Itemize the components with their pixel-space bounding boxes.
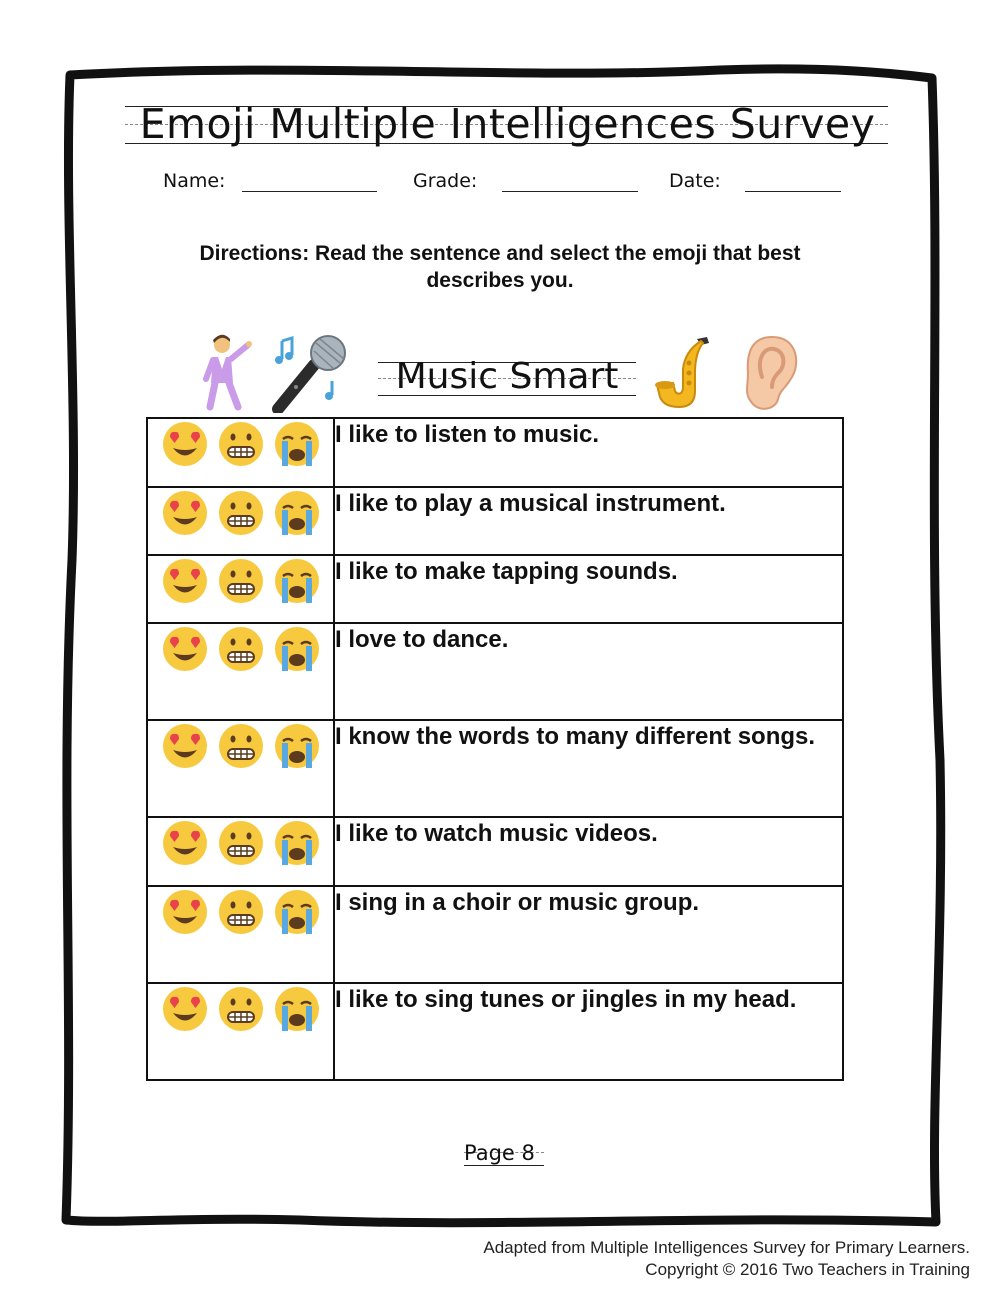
emoji-choices bbox=[147, 623, 334, 720]
heart-eyes-emoji[interactable] bbox=[160, 818, 210, 868]
crying-emoji[interactable] bbox=[272, 556, 322, 606]
grimacing-emoji[interactable] bbox=[216, 984, 266, 1034]
statement-text: I know the words to many different songs. bbox=[334, 720, 843, 817]
table-row bbox=[147, 487, 843, 555]
statement-text: I like to sing tunes or jingles in my head. bbox=[334, 983, 843, 1080]
grimacing-emoji[interactable] bbox=[216, 488, 266, 538]
statement-text: I sing in a choir or music group. bbox=[334, 886, 843, 983]
grimacing-emoji[interactable] bbox=[216, 419, 266, 469]
survey-table bbox=[146, 417, 844, 1081]
statement-text: I like to watch music videos. bbox=[334, 817, 843, 886]
table-row bbox=[147, 418, 843, 487]
name-label: Name: bbox=[163, 170, 226, 192]
dancer-icon bbox=[200, 333, 255, 413]
crying-emoji[interactable] bbox=[272, 984, 322, 1034]
emoji-choices bbox=[147, 720, 334, 817]
heart-eyes-emoji[interactable] bbox=[160, 419, 210, 469]
table-row bbox=[147, 983, 843, 1080]
heart-eyes-emoji[interactable] bbox=[160, 984, 210, 1034]
heart-eyes-emoji[interactable] bbox=[160, 721, 210, 771]
grade-label: Grade: bbox=[413, 170, 478, 192]
page-guide-base bbox=[464, 1165, 544, 1166]
date-field[interactable] bbox=[745, 191, 841, 192]
credit-line-2: Copyright © 2016 Two Teachers in Training bbox=[645, 1260, 970, 1279]
saxophone-icon bbox=[645, 333, 725, 413]
grimacing-emoji[interactable] bbox=[216, 887, 266, 937]
crying-emoji[interactable] bbox=[272, 818, 322, 868]
emoji-choices bbox=[147, 817, 334, 886]
credit-text bbox=[483, 1237, 970, 1281]
emoji-choices bbox=[147, 487, 334, 555]
emoji-choices bbox=[147, 418, 334, 487]
credit-line-1: Adapted from Multiple Intelligences Survey for Primary Learners. bbox=[483, 1238, 970, 1257]
emoji-choices bbox=[147, 886, 334, 983]
emoji-choices bbox=[147, 555, 334, 623]
page-number: Page 8 bbox=[464, 1141, 535, 1165]
grade-field[interactable] bbox=[502, 191, 638, 192]
heart-eyes-emoji[interactable] bbox=[160, 556, 210, 606]
statement-text: I love to dance. bbox=[334, 623, 843, 720]
crying-emoji[interactable] bbox=[272, 721, 322, 771]
grimacing-emoji[interactable] bbox=[216, 721, 266, 771]
heart-eyes-emoji[interactable] bbox=[160, 887, 210, 937]
page-title: Emoji Multiple Intelligences Survey bbox=[139, 100, 876, 148]
grimacing-emoji[interactable] bbox=[216, 556, 266, 606]
directions-text: Directions: Read the sentence and select the emoji that best describes you. bbox=[199, 242, 801, 292]
date-label: Date: bbox=[669, 170, 721, 192]
heart-eyes-emoji[interactable] bbox=[160, 488, 210, 538]
table-row bbox=[147, 623, 843, 720]
table-row bbox=[147, 720, 843, 817]
statement-text: I like to make tapping sounds. bbox=[334, 555, 843, 623]
section-title: Music Smart bbox=[395, 356, 619, 397]
crying-emoji[interactable] bbox=[272, 624, 322, 674]
table-row bbox=[147, 555, 843, 623]
statement-text: I like to listen to music. bbox=[334, 418, 843, 487]
crying-emoji[interactable] bbox=[272, 488, 322, 538]
name-field[interactable] bbox=[242, 191, 377, 192]
table-row bbox=[147, 886, 843, 983]
grimacing-emoji[interactable] bbox=[216, 624, 266, 674]
emoji-choices bbox=[147, 983, 334, 1080]
crying-emoji[interactable] bbox=[272, 887, 322, 937]
table-row bbox=[147, 817, 843, 886]
crying-emoji[interactable] bbox=[272, 419, 322, 469]
statement-text: I like to play a musical instrument. bbox=[334, 487, 843, 555]
heart-eyes-emoji[interactable] bbox=[160, 624, 210, 674]
grimacing-emoji[interactable] bbox=[216, 818, 266, 868]
microphone-icon bbox=[270, 333, 350, 413]
ear-icon bbox=[738, 333, 803, 413]
